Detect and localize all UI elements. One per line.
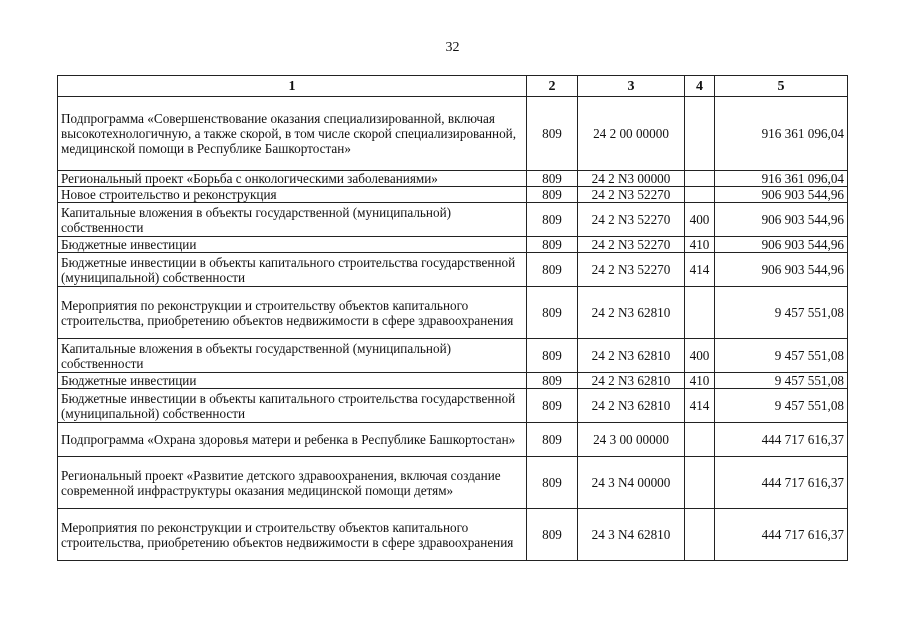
header-col-4: 4 [685,76,715,97]
row-amount: 9 457 551,08 [715,389,848,423]
row-name: Мероприятия по реконструкции и строительству объектов капитального строительства, приобретению объектов недвижимости в сфере здравоохранения [58,509,527,561]
row-name: Капитальные вложения в объекты государственной (муниципальной) собственности [58,339,527,373]
row-ministry: 809 [527,423,578,457]
table-row [58,97,848,171]
row-type: 410 [685,373,715,389]
row-name: Бюджетные инвестиции [58,373,527,389]
table-row [58,509,848,561]
row-code: 24 2 N3 52270 [578,187,685,203]
row-amount: 906 903 544,96 [715,187,848,203]
table-row [58,287,848,339]
row-amount: 916 361 096,04 [715,97,848,171]
row-type [685,187,715,203]
row-type [685,509,715,561]
header-col-5: 5 [715,76,848,97]
row-ministry: 809 [527,187,578,203]
row-type [685,457,715,509]
row-name: Мероприятия по реконструкции и строительству объектов капитального строительства, приобретению объектов недвижимости в сфере здравоохранения [58,287,527,339]
row-type: 400 [685,203,715,237]
row-ministry: 809 [527,339,578,373]
row-name: Бюджетные инвестиции [58,237,527,253]
header-col-3: 3 [578,76,685,97]
row-amount: 906 903 544,96 [715,237,848,253]
row-ministry: 809 [527,237,578,253]
row-code: 24 2 N3 00000 [578,171,685,187]
table-row [58,457,848,509]
row-amount: 906 903 544,96 [715,203,848,237]
row-ministry: 809 [527,171,578,187]
row-code: 24 2 N3 52270 [578,253,685,287]
table-row [58,373,848,389]
row-code: 24 2 N3 52270 [578,237,685,253]
row-code: 24 2 00 00000 [578,97,685,171]
row-type [685,423,715,457]
table-row [58,187,848,203]
row-type: 400 [685,339,715,373]
row-code: 24 2 N3 62810 [578,287,685,339]
row-amount: 444 717 616,37 [715,509,848,561]
row-name: Капитальные вложения в объекты государственной (муниципальной) собственности [58,203,527,237]
row-ministry: 809 [527,253,578,287]
row-code: 24 3 00 00000 [578,423,685,457]
row-name: Подпрограмма «Охрана здоровья матери и ребенка в Республике Башкортостан» [58,423,527,457]
row-ministry: 809 [527,389,578,423]
row-amount: 444 717 616,37 [715,457,848,509]
row-amount: 9 457 551,08 [715,373,848,389]
row-ministry: 809 [527,287,578,339]
row-amount: 916 361 096,04 [715,171,848,187]
header-col-2: 2 [527,76,578,97]
row-ministry: 809 [527,97,578,171]
row-name: Новое строительство и реконструкция [58,187,527,203]
table-row [58,237,848,253]
row-code: 24 3 N4 62810 [578,509,685,561]
row-amount: 9 457 551,08 [715,287,848,339]
table-row [58,389,848,423]
row-type: 410 [685,237,715,253]
row-amount: 906 903 544,96 [715,253,848,287]
row-code: 24 2 N3 52270 [578,203,685,237]
row-type: 414 [685,389,715,423]
row-type: 414 [685,253,715,287]
header-col-1: 1 [58,76,527,97]
table-row [58,203,848,237]
table-row [58,423,848,457]
page-number: 32 [445,40,460,55]
row-name: Бюджетные инвестиции в объекты капитального строительства государственной (муниципальной) собственности [58,389,527,423]
row-name: Региональный проект «Борьба с онкологическими заболеваниями» [58,171,527,187]
row-name: Бюджетные инвестиции в объекты капитального строительства государственной (муниципальной) собственности [58,253,527,287]
row-ministry: 809 [527,203,578,237]
row-code: 24 2 N3 62810 [578,339,685,373]
row-amount: 444 717 616,37 [715,423,848,457]
table-header-row [58,76,848,97]
row-type [685,171,715,187]
table-row [58,171,848,187]
row-name: Подпрограмма «Совершенствование оказания специализированной, включая высокотехнологичную, а также скорой, в том числе скорой специализированной, медицинской помощи в Республике Башкортостан» [58,97,527,171]
row-code: 24 3 N4 00000 [578,457,685,509]
row-code: 24 2 N3 62810 [578,389,685,423]
row-ministry: 809 [527,373,578,389]
row-ministry: 809 [527,457,578,509]
row-name: Региональный проект «Развитие детского здравоохранения, включая создание современной инфраструктуры оказания медицинской помощи детям» [58,457,527,509]
row-type [685,97,715,171]
row-code: 24 2 N3 62810 [578,373,685,389]
budget-table [57,75,848,561]
table-row [58,253,848,287]
table-row [58,339,848,373]
row-amount: 9 457 551,08 [715,339,848,373]
row-ministry: 809 [527,509,578,561]
row-type [685,287,715,339]
